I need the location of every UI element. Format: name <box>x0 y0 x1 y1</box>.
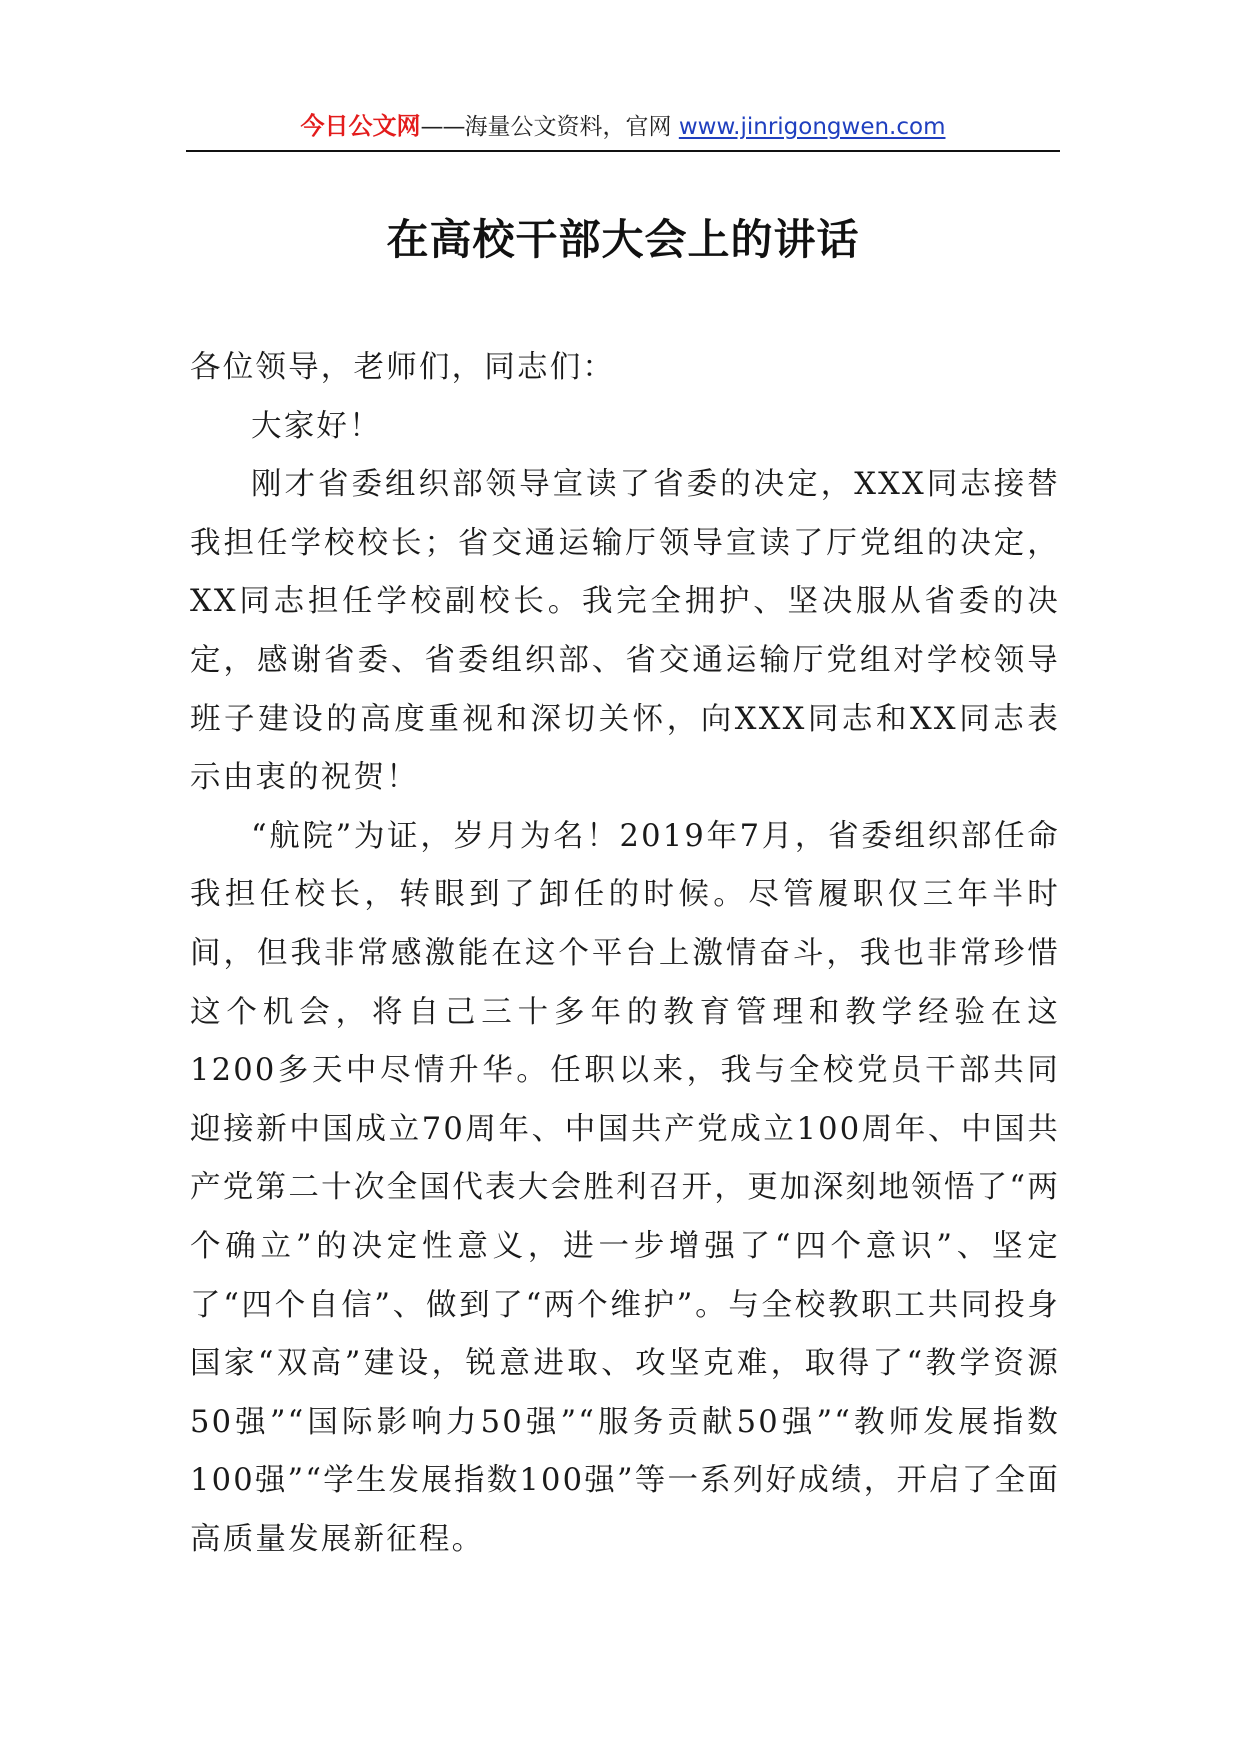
document-title: 在高校干部大会上的讲话 <box>386 215 860 264</box>
header-tagline: 海量公文资料，官网 <box>464 114 679 140</box>
paragraph-greeting: 大家好！ <box>251 408 382 444</box>
salutation: 各位领导，老师们，同志们： <box>190 350 616 385</box>
site-header <box>186 98 1060 152</box>
site-url-link[interactable]: www.jinrigongwen.com <box>678 114 946 140</box>
header-line <box>301 112 946 141</box>
site-brand[interactable]: 今日公文网 <box>300 112 421 140</box>
header-dash: —— <box>420 114 465 140</box>
paragraph-appointment: 刚才省委组织部领导宣读了省委的决定，XXX同志接替我担任学校校长；省交通运输厅领导宣读了厅党组的决定，XX同志担任学校副校长。我完全拥护、坚决服从省委的决定，感谢省委、省委组织部、省交通运输厅党组对学校领导班子建设的高度重视和深切关怀，向XXX同志和XX同志表示由衷的祝贺！ <box>190 467 1060 796</box>
paragraph-achievements: “航院”为证，岁月为名！2019年7月，省委组织部任命我担任校长，转眼到了卸任的时候。尽管履职仅三年半时间，但我非常感激能在这个平台上激情奋斗，我也非常珍惜这个机会，将自己三十多年的教育管理和教学经验在这1200多天中尽情升华。任职以来，我与全校党员干部共同迎接新中国成立70周年、中国共产党成立100周年、中国共产党第二十次全国代表大会胜利召开，更加深刻地领悟了“两个确立”的决定性意义，进一步增强了“四个意识”、坚定了“四个自信”、做到了“两个维护”。与全校教职工共同投身国家“双高”建设，锐意进取、攻坚克难，取得了“教学资源50强”“国际影响力50强”“服务贡献50强”“教师发展指数100强”“学生发展指数100强”等一系列好成绩，开启了全面高质量发展新征程。 <box>190 818 1060 1557</box>
document-body <box>190 339 1060 1569</box>
